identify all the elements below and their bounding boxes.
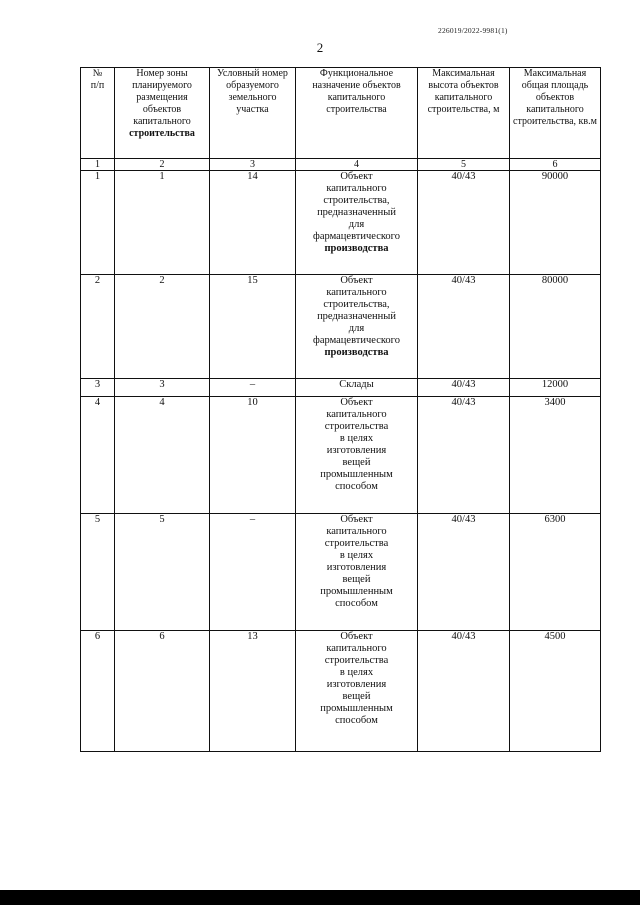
function-line: для [348, 323, 365, 334]
cell-function [296, 397, 418, 514]
function-line: промышленным [320, 703, 393, 714]
cell-max-height: 40/43 [418, 275, 510, 379]
header-zone-number [115, 68, 210, 159]
function-line: строительства [324, 655, 389, 666]
cell-function [296, 631, 418, 752]
column-number: 1 [81, 159, 115, 171]
function-line: способом [335, 598, 378, 609]
cell-max-height: 40/43 [418, 397, 510, 514]
cell-zone-number: 4 [115, 397, 210, 514]
function-line: капитального [326, 526, 387, 537]
cell-plot-number: – [210, 514, 296, 631]
cell-row-number: 3 [81, 379, 115, 397]
function-line: капитального [326, 183, 387, 194]
function-line: фармацевтического [313, 335, 400, 346]
column-number: 3 [210, 159, 296, 171]
function-line: капитального [326, 287, 387, 298]
column-number: 5 [418, 159, 510, 171]
function-line: способом [335, 481, 378, 492]
function-line: предназначенный [317, 207, 396, 218]
cell-max-area: 80000 [510, 275, 601, 379]
table-row [81, 514, 601, 631]
function-line: строительства [324, 538, 389, 549]
header-plot-number: Условный номер образуемого земельного участка [210, 68, 296, 159]
cell-function [296, 514, 418, 631]
header-max-area: Максимальная общая площадь объектов капитального строительства, кв.м [510, 68, 601, 159]
cell-row-number: 4 [81, 397, 115, 514]
cell-max-height: 40/43 [418, 171, 510, 275]
document-id: 226019/2022-9981(1) [438, 26, 508, 35]
function-line: промышленным [320, 586, 393, 597]
column-number: 4 [296, 159, 418, 171]
function-line: строительства, [323, 299, 390, 310]
cell-function [296, 275, 418, 379]
cell-max-area: 90000 [510, 171, 601, 275]
function-line-bold: производства [324, 243, 389, 254]
cell-row-number: 1 [81, 171, 115, 275]
cell-row-number: 5 [81, 514, 115, 631]
function-line: Объект [340, 397, 373, 408]
function-line: строительства, [323, 195, 390, 206]
function-line: капитального [326, 409, 387, 420]
column-number: 2 [115, 159, 210, 171]
cell-plot-number: – [210, 379, 296, 397]
function-line: Объект [340, 171, 373, 182]
cell-row-number: 6 [81, 631, 115, 752]
page-number: 2 [316, 40, 324, 55]
cell-row-number: 2 [81, 275, 115, 379]
cell-plot-number: 14 [210, 171, 296, 275]
cell-function [296, 171, 418, 275]
cell-max-area: 3400 [510, 397, 601, 514]
function-line: Объект [340, 631, 373, 642]
column-number: 6 [510, 159, 601, 171]
function-line: предназначенный [317, 311, 396, 322]
function-line: вещей [342, 574, 371, 585]
function-line: в целях [339, 667, 374, 678]
table-row [81, 379, 601, 397]
function-line: Склады [339, 379, 374, 390]
function-line: изготовления [326, 445, 387, 456]
function-line: вещей [342, 457, 371, 468]
cell-plot-number: 10 [210, 397, 296, 514]
zones-table [80, 67, 601, 752]
function-line: Объект [340, 514, 373, 525]
function-line-bold: производства [324, 347, 389, 358]
cell-function [296, 379, 418, 397]
table-header-row [81, 68, 601, 159]
function-line: строительства [324, 421, 389, 432]
cell-zone-number: 3 [115, 379, 210, 397]
column-numbers-row [81, 159, 601, 171]
header-function: Функциональное назначение объектов капитального строительства [296, 68, 418, 159]
cell-max-height: 40/43 [418, 514, 510, 631]
function-line: капитального [326, 643, 387, 654]
cell-plot-number: 13 [210, 631, 296, 752]
function-line: изготовления [326, 562, 387, 573]
cell-zone-number: 2 [115, 275, 210, 379]
header-zone-number-bold: строительства [129, 128, 195, 139]
cell-max-height: 40/43 [418, 631, 510, 752]
cell-max-area: 4500 [510, 631, 601, 752]
function-line: для [348, 219, 365, 230]
table-row [81, 171, 601, 275]
scan-edge-bar [0, 890, 640, 905]
function-line: в целях [339, 433, 374, 444]
function-line: способом [335, 715, 378, 726]
header-max-height: Максимальная высота объектов капитального строительства, м [418, 68, 510, 159]
cell-max-height: 40/43 [418, 379, 510, 397]
function-line: вещей [342, 691, 371, 702]
header-zone-number-text: Номер зоны планируемого размещения объектов капитального [132, 68, 192, 127]
cell-plot-number: 15 [210, 275, 296, 379]
cell-max-area: 6300 [510, 514, 601, 631]
cell-zone-number: 1 [115, 171, 210, 275]
function-line: в целях [339, 550, 374, 561]
table-row [81, 275, 601, 379]
function-line: изготовления [326, 679, 387, 690]
cell-zone-number: 5 [115, 514, 210, 631]
cell-max-area: 12000 [510, 379, 601, 397]
header-row-number: № п/п [81, 68, 115, 159]
table-row [81, 631, 601, 752]
function-line: промышленным [320, 469, 393, 480]
cell-zone-number: 6 [115, 631, 210, 752]
function-line: фармацевтического [313, 231, 400, 242]
table-row [81, 397, 601, 514]
function-line: Объект [340, 275, 373, 286]
